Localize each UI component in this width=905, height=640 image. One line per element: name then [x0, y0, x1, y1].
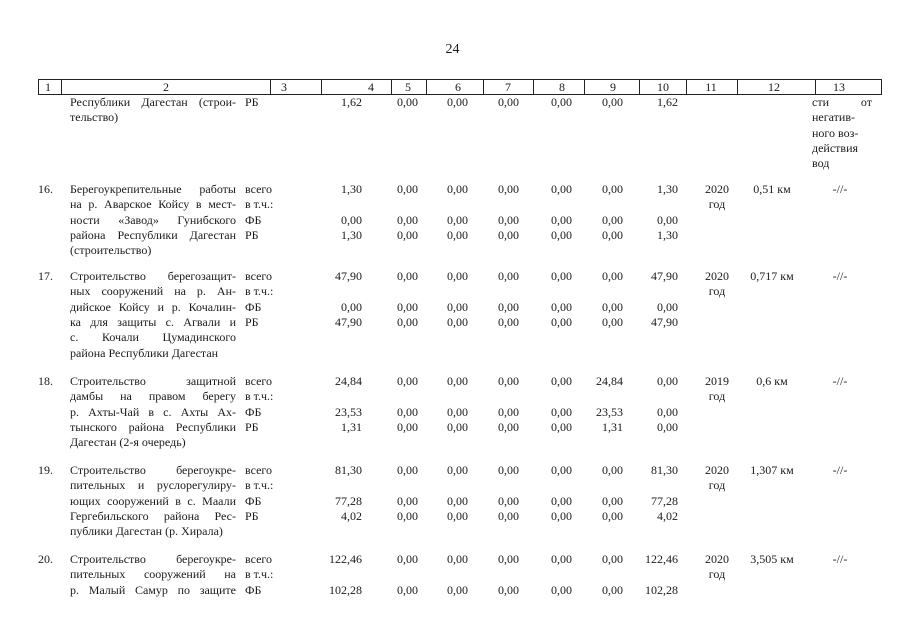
value-cell: 0,00	[397, 212, 418, 227]
value-cell: 0,00	[551, 493, 572, 508]
header-divider	[270, 80, 271, 94]
description-line: тельство)	[70, 110, 119, 125]
value-cell: 0,00	[657, 374, 678, 388]
row-number: 17.	[38, 269, 53, 283]
value-cell: 0,00	[447, 463, 468, 477]
page-number: 24	[445, 42, 460, 57]
value-cell: 0,00	[602, 508, 623, 523]
header-divider	[686, 80, 687, 94]
value-cell: 0,00	[447, 552, 468, 566]
value-cell: 0,00	[498, 299, 519, 314]
value-cell: 0,00	[551, 463, 572, 477]
header-divider	[321, 80, 322, 94]
value-cell: 0,00	[447, 299, 468, 314]
length-cell: 0,6 км	[756, 374, 788, 388]
value-cell: 102,28	[645, 582, 678, 597]
value-cell: 0,00	[397, 95, 418, 109]
note-cell: -//-	[832, 374, 848, 388]
value-cell: 0,00	[341, 299, 362, 314]
note-cell: -//-	[832, 552, 848, 566]
description-line: ющих сооружений в с. Маали	[70, 493, 236, 508]
value-cell: 0,00	[551, 314, 572, 329]
description-line: Строительство берегоукре-	[70, 552, 236, 566]
value-cell: 0,00	[602, 269, 623, 283]
value-cell: 0,00	[397, 227, 418, 242]
header-cell: 11	[705, 80, 717, 94]
value-cell: 47,90	[335, 269, 362, 283]
value-cell: 0,00	[498, 493, 519, 508]
value-cell: 0,00	[498, 314, 519, 329]
value-cell: 0,00	[498, 374, 519, 388]
value-cell: 0,00	[397, 314, 418, 329]
value-cell: 81,30	[651, 463, 678, 477]
length-cell: 1,307 км	[750, 463, 794, 477]
value-cell: 0,00	[397, 463, 418, 477]
value-cell: 0,00	[602, 493, 623, 508]
funding-source: РБ	[245, 95, 259, 109]
header-divider	[584, 80, 585, 94]
description-line: р. Ахты-Чай в с. Ахты Ах-	[70, 404, 236, 419]
header-divider	[483, 80, 484, 94]
year-cell: 2020	[705, 463, 729, 477]
year-cell: 2020	[705, 182, 729, 196]
value-cell: 0,00	[551, 404, 572, 419]
value-cell: 47,90	[651, 269, 678, 283]
description-line: Строительство берегозащит-	[70, 269, 236, 283]
value-cell: 0,00	[551, 374, 572, 388]
value-cell: 47,90	[651, 314, 678, 329]
description-line: Строительство берегоукре-	[70, 463, 236, 477]
description-line: с. Кочали Цумадинского	[70, 330, 236, 345]
year-cell: 2020	[705, 552, 729, 566]
length-cell: 0,51 км	[753, 182, 791, 196]
description-line: Строительство защитной	[70, 374, 236, 388]
value-cell: 0,00	[397, 552, 418, 566]
description-line: (строительство)	[70, 243, 152, 258]
description-line: ных сооружений на р. Ан-	[70, 284, 236, 299]
year-cell: год	[708, 567, 726, 582]
header-divider	[391, 80, 392, 94]
note-cell: -//-	[832, 269, 848, 283]
note-line: сти от	[812, 95, 872, 109]
value-cell: 0,00	[341, 212, 362, 227]
value-cell: 24,84	[596, 374, 623, 388]
value-cell: 1,31	[341, 419, 362, 434]
header-cell: 8	[559, 80, 565, 94]
value-cell: 102,28	[329, 582, 362, 597]
year-cell: год	[708, 478, 726, 493]
value-cell: 0,00	[397, 582, 418, 597]
year-cell: год	[708, 389, 726, 404]
header-divider	[737, 80, 738, 94]
value-cell: 0,00	[447, 493, 468, 508]
value-cell: 1,62	[341, 95, 362, 109]
length-cell: 3,505 км	[750, 552, 794, 566]
description-line: пительных сооружений на	[70, 567, 236, 582]
note-cell: -//-	[832, 182, 848, 196]
funding-source: в т.ч.:	[245, 197, 274, 212]
note-line: негатив-	[812, 110, 856, 125]
header-cell: 7	[505, 80, 511, 94]
value-cell: 0,00	[551, 227, 572, 242]
value-cell: 81,30	[335, 463, 362, 477]
year-cell: 2019	[705, 374, 729, 388]
row-number: 20.	[38, 552, 53, 566]
funding-source: ФБ	[245, 582, 262, 597]
funding-source: в т.ч.:	[245, 567, 274, 582]
value-cell: 0,00	[447, 314, 468, 329]
description-line: дамбы на правом берегу	[70, 389, 236, 404]
value-cell: 0,00	[498, 404, 519, 419]
header-cell: 12	[768, 80, 780, 94]
description-line: района Республики Дагестан	[70, 345, 219, 360]
value-cell: 23,53	[596, 404, 623, 419]
length-cell: 0,717 км	[750, 269, 794, 283]
value-cell: 77,28	[335, 493, 362, 508]
year-cell: год	[708, 197, 726, 212]
value-cell: 0,00	[498, 419, 519, 434]
value-cell: 0,00	[602, 299, 623, 314]
value-cell: 0,00	[498, 269, 519, 283]
value-cell: 0,00	[602, 212, 623, 227]
funding-source: ФБ	[245, 299, 262, 314]
funding-source: ФБ	[245, 493, 262, 508]
year-cell: год	[708, 284, 726, 299]
value-cell: 1,30	[341, 182, 362, 196]
value-cell: 0,00	[602, 182, 623, 196]
header-divider	[426, 80, 427, 94]
value-cell: 0,00	[657, 212, 678, 227]
header-cell: 2	[163, 80, 169, 94]
description-line: публики Дагестан (р. Хирала)	[70, 524, 223, 539]
description-line: на р. Аварское Койсу в мест-	[70, 197, 236, 212]
value-cell: 0,00	[602, 552, 623, 566]
value-cell: 1,62	[657, 95, 678, 109]
description-line: ности «Завод» Гунибского	[70, 212, 236, 227]
value-cell: 0,00	[498, 95, 519, 109]
value-cell: 0,00	[447, 182, 468, 196]
header-cell: 5	[405, 80, 411, 94]
header-cell: 1	[45, 80, 51, 94]
value-cell: 0,00	[602, 227, 623, 242]
value-cell: 0,00	[602, 314, 623, 329]
value-cell: 0,00	[551, 419, 572, 434]
value-cell: 1,30	[657, 227, 678, 242]
value-cell: 0,00	[447, 227, 468, 242]
row-number: 18.	[38, 374, 53, 388]
funding-source: в т.ч.:	[245, 284, 274, 299]
value-cell: 0,00	[397, 182, 418, 196]
note-line: действия	[812, 140, 859, 155]
value-cell: 1,31	[602, 419, 623, 434]
value-cell: 0,00	[397, 493, 418, 508]
funding-source: всего	[245, 182, 273, 196]
value-cell: 0,00	[602, 463, 623, 477]
header-divider	[639, 80, 640, 94]
funding-source: РБ	[245, 419, 259, 434]
value-cell: 0,00	[447, 582, 468, 597]
value-cell: 0,00	[657, 299, 678, 314]
funding-source: всего	[245, 552, 273, 566]
value-cell: 0,00	[397, 299, 418, 314]
value-cell: 4,02	[657, 508, 678, 523]
value-cell: 0,00	[397, 269, 418, 283]
value-cell: 0,00	[498, 582, 519, 597]
value-cell: 122,46	[645, 552, 678, 566]
value-cell: 0,00	[498, 227, 519, 242]
value-cell: 0,00	[447, 404, 468, 419]
value-cell: 122,46	[329, 552, 362, 566]
header-divider	[533, 80, 534, 94]
description-line: тынского района Республики	[70, 419, 236, 434]
description-line: дийское Койсу и р. Кочалин-	[70, 299, 236, 314]
value-cell: 0,00	[551, 552, 572, 566]
header-divider	[61, 80, 62, 94]
value-cell: 0,00	[551, 95, 572, 109]
value-cell: 0,00	[397, 374, 418, 388]
value-cell: 0,00	[551, 212, 572, 227]
value-cell: 1,30	[341, 227, 362, 242]
header-cell: 13	[833, 80, 845, 94]
header-cell: 9	[610, 80, 616, 94]
value-cell: 0,00	[447, 419, 468, 434]
value-cell: 0,00	[551, 582, 572, 597]
value-cell: 4,02	[341, 508, 362, 523]
value-cell: 24,84	[335, 374, 362, 388]
year-cell: 2020	[705, 269, 729, 283]
funding-source: РБ	[245, 227, 259, 242]
value-cell: 0,00	[551, 182, 572, 196]
value-cell: 0,00	[397, 419, 418, 434]
description-line: Гергебильского района Рес-	[70, 508, 236, 523]
row-number: 19.	[38, 463, 53, 477]
header-cell: 3	[281, 80, 287, 94]
funding-source: РБ	[245, 314, 259, 329]
value-cell: 0,00	[447, 212, 468, 227]
header-cell: 10	[657, 80, 669, 94]
note-line: вод	[812, 156, 830, 171]
value-cell: 0,00	[447, 374, 468, 388]
description-line: ка для защиты с. Агвали и	[70, 314, 236, 329]
description-line: пительных и руслорегулиру-	[70, 478, 236, 493]
funding-source: ФБ	[245, 404, 262, 419]
value-cell: 1,30	[657, 182, 678, 196]
value-cell: 0,00	[498, 552, 519, 566]
value-cell: 0,00	[498, 508, 519, 523]
funding-source: всего	[245, 374, 273, 388]
value-cell: 0,00	[498, 212, 519, 227]
value-cell: 0,00	[498, 182, 519, 196]
value-cell: 0,00	[551, 269, 572, 283]
description-line: р. Малый Самур по защите	[70, 582, 236, 597]
note-cell: -//-	[832, 463, 848, 477]
value-cell: 0,00	[447, 508, 468, 523]
value-cell: 0,00	[498, 463, 519, 477]
value-cell: 0,00	[602, 95, 623, 109]
value-cell: 0,00	[551, 299, 572, 314]
funding-source: в т.ч.:	[245, 389, 274, 404]
value-cell: 23,53	[335, 404, 362, 419]
header-divider	[815, 80, 816, 94]
table-header	[38, 79, 882, 95]
funding-source: РБ	[245, 508, 259, 523]
description-line: Дагестан (2-я очередь)	[70, 435, 186, 450]
value-cell: 0,00	[447, 269, 468, 283]
header-cell: 4	[368, 80, 374, 94]
funding-source: всего	[245, 269, 273, 283]
value-cell: 47,90	[335, 314, 362, 329]
header-cell: 6	[455, 80, 461, 94]
description-line: Берегоукрепительные работы	[70, 182, 236, 196]
value-cell: 0,00	[397, 508, 418, 523]
value-cell: 0,00	[551, 508, 572, 523]
note-line: ного воз-	[812, 125, 859, 140]
description-line: Республики Дагестан (строи-	[70, 95, 236, 109]
value-cell: 0,00	[602, 582, 623, 597]
funding-source: ФБ	[245, 212, 262, 227]
row-number: 16.	[38, 182, 53, 196]
value-cell: 0,00	[397, 404, 418, 419]
value-cell: 77,28	[651, 493, 678, 508]
funding-source: всего	[245, 463, 273, 477]
value-cell: 0,00	[447, 95, 468, 109]
funding-source: в т.ч.:	[245, 478, 274, 493]
value-cell: 0,00	[657, 419, 678, 434]
value-cell: 0,00	[657, 404, 678, 419]
description-line: района Республики Дагестан	[70, 227, 236, 242]
